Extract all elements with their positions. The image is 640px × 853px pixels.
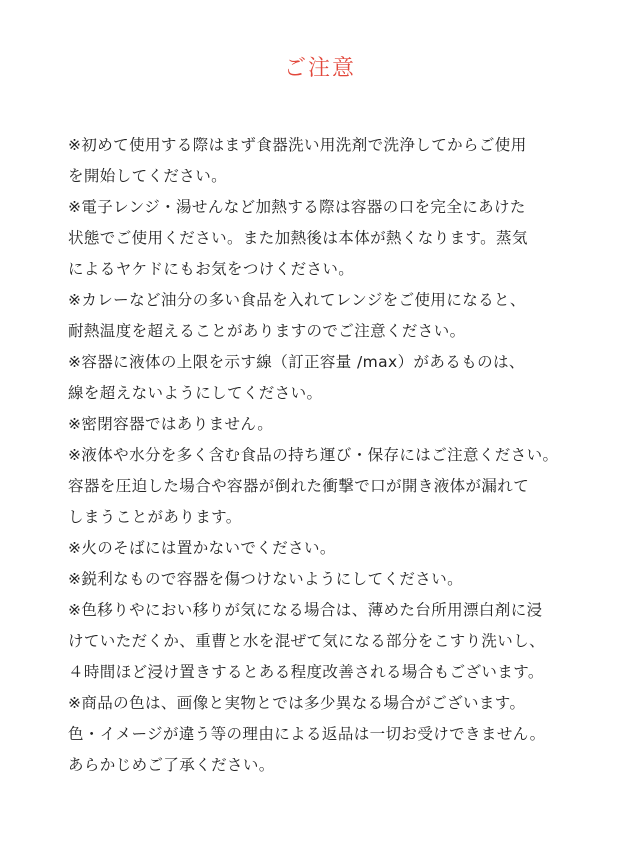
notice-line: 状態でご使用ください。また加熱後は本体が熱くなります。蒸気 <box>68 229 528 247</box>
notice-line: ※火のそばには置かないでください。 <box>68 539 336 557</box>
notice-line: を開始してください。 <box>68 167 228 185</box>
notice-line: 容器を圧迫した場合や容器が倒れた衝撃で口が開き液体が漏れて <box>68 477 530 495</box>
notice-line: 色・イメージが違う等の理由による返品は一切お受けできません。 <box>68 725 546 743</box>
notice-line: ※密閉容器ではありません。 <box>68 415 274 433</box>
notice-title: ご注意 <box>283 56 356 81</box>
notice-line: ※初めて使用する際はまず食器洗い用洗剤で洗浄してからご使用 <box>68 136 527 154</box>
notice-line: ※電子レンジ・湯せんなど加熱する際は容器の口を完全にあけた <box>68 198 526 216</box>
notice-line: しまうことがあります。 <box>68 508 242 526</box>
notice-line: あらかじめご了承ください。 <box>68 756 275 774</box>
notice-line: によるヤケドにもお気をつけください。 <box>68 260 355 278</box>
notice-line: ※色移りやにおい移りが気になる場合は、薄めた台所用漂白剤に浸 <box>68 601 543 619</box>
notice-line: ４時間ほど浸け置きするとある程度改善される場合もございます。 <box>68 663 544 681</box>
notice-line: ※商品の色は、画像と実物とでは多少異なる場合がございます。 <box>68 694 526 712</box>
notice-line: ※液体や水分を多く含む食品の持ち運び・保存にはご注意ください。 <box>68 446 559 464</box>
notice-line: ※カレーなど油分の多い食品を入れてレンジをご使用になると、 <box>68 291 526 309</box>
notice-line: 耐熱温度を超えることがありますのでご注意ください。 <box>68 322 466 340</box>
notice-line: けていただくか、重曹と水を混ぜて気になる部分をこすり洗いし、 <box>68 632 546 650</box>
notice-line: ※鋭利なもので容器を傷つけないようにしてください。 <box>68 570 463 588</box>
notice-line: 線を超えないようにしてください。 <box>68 384 323 402</box>
notice-line: ※容器に液体の上限を示す線（訂正容量 /max）があるものは、 <box>68 353 525 371</box>
notice-body <box>68 130 588 781</box>
